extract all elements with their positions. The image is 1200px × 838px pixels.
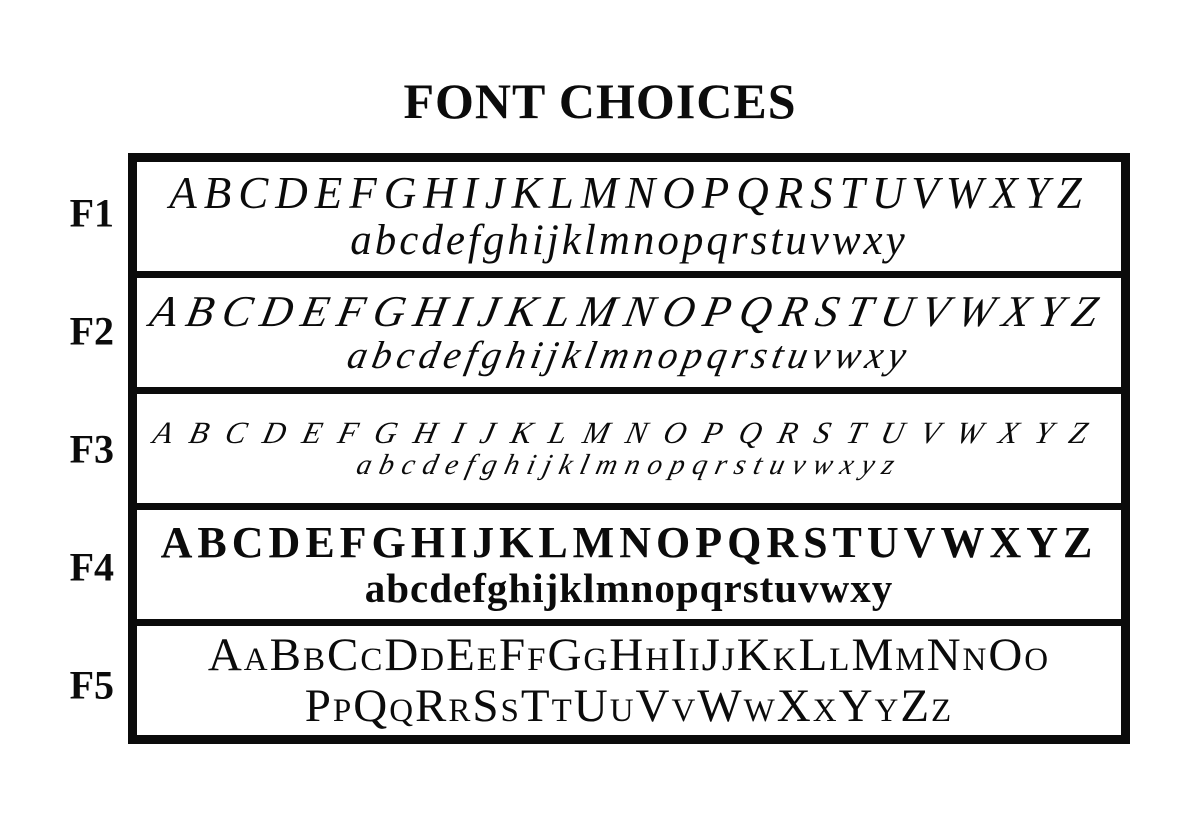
font-sample-row-f1 — [137, 162, 1121, 271]
font-f2-uppercase-sample: ABCDEFGHIJKLMNOPQRSTUVWXYZ — [146, 286, 1112, 336]
font-sample-row-f2 — [137, 271, 1121, 387]
font-sample-row-f3 — [137, 387, 1121, 503]
font-f3-uppercase-sample: ABCDEFGHIJKLMNOPQRSTUVWXYZ — [149, 415, 1109, 451]
font-label-f3: F3 — [69, 426, 114, 472]
font-sample-row-f5 — [137, 619, 1121, 735]
page-title: FONT CHOICES — [403, 73, 797, 129]
font-f1-lowercase-sample: abcdefghijklmnopqrstuvwxy — [350, 216, 908, 264]
font-f5-sample-line-2: PpQqRrSsTtUuVvWwXxYyZz — [304, 679, 954, 732]
font-sample-row-f4 — [137, 503, 1121, 619]
font-label-f1: F1 — [69, 190, 114, 236]
font-f4-lowercase-sample: abcdefghijklmnopqrstuvwxy — [364, 565, 894, 612]
font-label-f4: F4 — [69, 544, 114, 590]
font-f5-sample-line-1: AaBbCcDdEeFfGgHhIiJjKkLlMmNnOo — [207, 628, 1051, 681]
font-f4-uppercase-sample: ABCDEFGHIJKLMNOPQRSTUVWXYZ — [160, 517, 1098, 567]
font-f1-uppercase-sample: ABCDEFGHIJKLMNOPQRSTUVWXYZ — [169, 167, 1089, 218]
font-label-f2: F2 — [69, 308, 114, 354]
font-f2-lowercase-sample: abcdefghijklmnopqrstuvwxy — [343, 334, 915, 378]
font-table — [128, 153, 1130, 744]
font-f3-lowercase-sample: abcdefghijklmnopqrstuvwxyz — [353, 448, 906, 481]
font-label-f5: F5 — [69, 662, 114, 708]
